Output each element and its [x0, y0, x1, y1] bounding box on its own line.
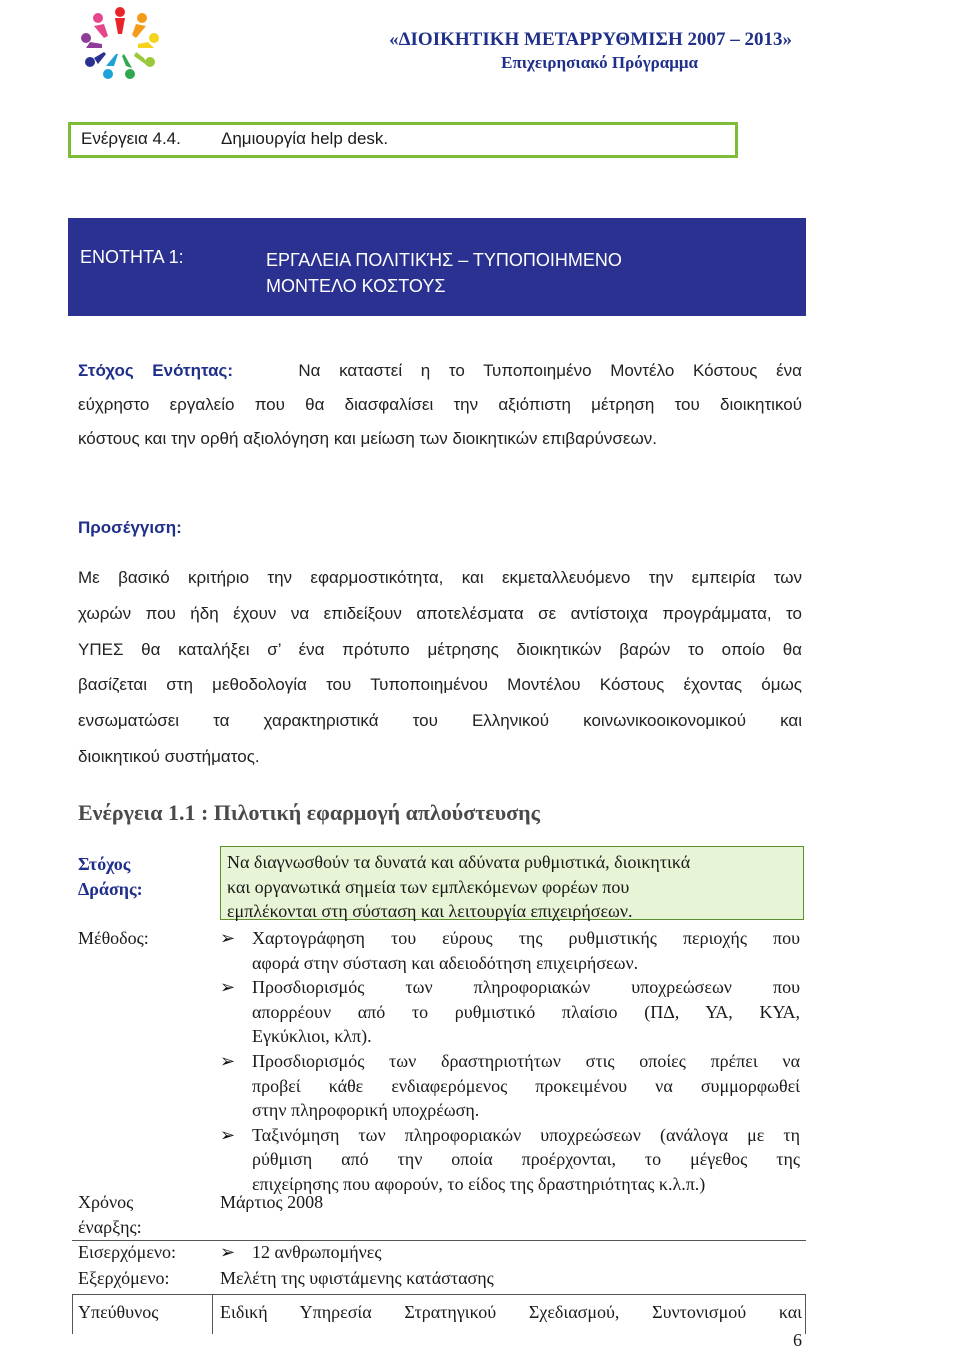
- method-item: ➢ Χαρτογράφηση του εύρους της ρυθμιστικής περιοχής που αφορά στην σύσταση και αδειοδότηση επιχειρήσεων.: [220, 928, 800, 973]
- method-label: Μέθοδος:: [78, 928, 149, 948]
- goal-cell-label: [78, 852, 143, 901]
- arrow-bullet-icon: ➢: [220, 928, 236, 948]
- label-line: έναρξης:: [78, 1216, 142, 1237]
- action-heading: Ενέργεια 1.1 : Πιλοτική εφαρμογή απλούστευσης: [78, 800, 540, 825]
- output-value: Μελέτη της υφιστάμενης κατάστασης: [220, 1268, 494, 1288]
- table-border: [805, 1294, 806, 1334]
- page-number: 6: [793, 1330, 802, 1350]
- arrow-bullet-icon: ➢: [220, 1124, 236, 1145]
- approach-line: διοικητικού συστήματος.: [78, 746, 260, 766]
- label-line: Χρόνος: [78, 1192, 134, 1212]
- goal-line: [78, 354, 802, 388]
- approach-line: Με βασικό κριτήριο την εφαρμοστικότητα, και εκμεταλλευόμενο την εμπειρία των: [78, 568, 802, 587]
- approach-line: ενσωματώσει τα χαρακτηριστικά του Ελληνικού κοινωνικοοικονομικού και: [78, 711, 802, 731]
- section-goal: [78, 354, 802, 456]
- table-border: [72, 1294, 73, 1334]
- goal-value-line: Να διαγνωσθούν τα δυνατά και αδύνατα ρυθμιστικά, διοικητικά: [227, 852, 691, 872]
- start-value: Μάρτιος 2008: [220, 1192, 324, 1212]
- label-line: Δράσης:: [78, 878, 143, 899]
- arrow-bullet-icon: ➢: [220, 1242, 236, 1262]
- action-number: Ενέργεια 4.4.: [81, 129, 181, 148]
- goal-value-line: εμπλέκονται στη σύσταση και λειτουργία επιχειρήσεων.: [227, 901, 633, 922]
- method-list: [220, 926, 800, 1197]
- program-subtitle: Επιχειρησιακό Πρόγραμμα: [501, 53, 698, 72]
- approach-heading: Προσέγγιση:: [78, 518, 182, 537]
- owner-value: Ειδική Υπηρεσία Στρατηγικού Σχεδιασμού, Συντονισμού και: [220, 1302, 802, 1322]
- goal-line: εύχρηστο εργαλείο που θα διασφαλίσει την αξιόπιστη μέτρηση του διοικητικού: [78, 395, 802, 414]
- section-label: ΕΝΟΤΗΤΑ 1:: [80, 247, 184, 267]
- action-box: [68, 122, 738, 158]
- approach-line: βασίζεται στη μεθοδολογία του Τυποποιημένου Μοντέλου Κόστους έχοντας όμως: [78, 675, 802, 695]
- approach-text: [78, 560, 802, 775]
- table-divider: [72, 1294, 806, 1295]
- method-item: ➢ Ταξινόμηση των πληροφοριακών υποχρεώσεων (ανάλογα με τη ρύθμιση από την οποία προέρχονται, το μέγεθος της επιχείρησης που αφορούν, το είδος της δραστηριότητας κ.λ.π.): [220, 1124, 800, 1194]
- arrow-bullet-icon: ➢: [220, 977, 236, 998]
- label-line: Στόχος: [78, 854, 131, 874]
- owner-label: Υπεύθυνος: [78, 1302, 159, 1322]
- start-label: [78, 1190, 142, 1239]
- method-item: ➢ Προσδιορισμός των πληροφοριακών υποχρεώσεων που απορρέουν από το ρυθμιστικό πλαίσιο (ΠΔ, ΥΑ, ΚΥΑ, Εγκύκλιοι, κλπ).: [220, 977, 800, 1047]
- approach-line: ΥΠΕΣ θα καταλήξει σ’ ένα πρότυπο μέτρησης διοικητικών βαρών το οποίο θα: [78, 639, 802, 659]
- table-row-goal: [72, 846, 806, 920]
- section-title: [266, 247, 622, 299]
- people-circle-logo-icon: [78, 4, 162, 80]
- input-value: ➢ 12 ανθρωπομήνες: [220, 1240, 800, 1265]
- output-label: Εξερχόμενο:: [78, 1268, 170, 1288]
- arrow-bullet-icon: ➢: [220, 1050, 236, 1071]
- section-header: [68, 218, 806, 316]
- goal-value-line: και οργανωτικά σημεία των εμπλεκόμενων φορέων που: [227, 876, 630, 897]
- program-title: «ΔΙΟΙΚΗΤΙΚΗ ΜΕΤΑΡΡΥΘΜΙΣΗ 2007 – 2013»: [389, 29, 792, 50]
- action-name: Δημιουργία help desk.: [221, 129, 389, 148]
- goal-label: Στόχος Ενότητας:: [78, 361, 234, 380]
- method-item: ➢ Προσδιορισμός των δραστηριοτήτων στις οποίες πρέπει να προβεί κάθε ενδιαφερόμενος προκειμένου να συμμορφωθεί στην πληροφορική υποχρέωση.: [220, 1050, 800, 1121]
- approach-line: χωρών που ήδη έχουν να επιδείξουν αποτελέσματα σε αντίστοιχα προγράμματα, το: [78, 603, 802, 623]
- section-title-line: ΜΟΝΤΕΛΟ ΚΟΣΤΟΥΣ: [266, 276, 446, 297]
- goal-cell-value: [220, 846, 804, 920]
- input-label: Εισερχόμενο:: [78, 1242, 177, 1262]
- section-title-line: ΕΡΓΑΛΕΙΑ ΠΟΛΙΤΙΚΉΣ – ΤΥΠΟΠΟΙΗΜΕΝΟ: [266, 250, 622, 270]
- goal-line: κόστους και την ορθή αξιολόγηση και μείωση των διοικητικών επιβαρύνσεων.: [78, 429, 657, 448]
- table-border: [212, 1294, 213, 1334]
- goal-text: Να καταστεί η το Τυποποιημένο Μοντέλο Κόστους ένα: [298, 361, 802, 380]
